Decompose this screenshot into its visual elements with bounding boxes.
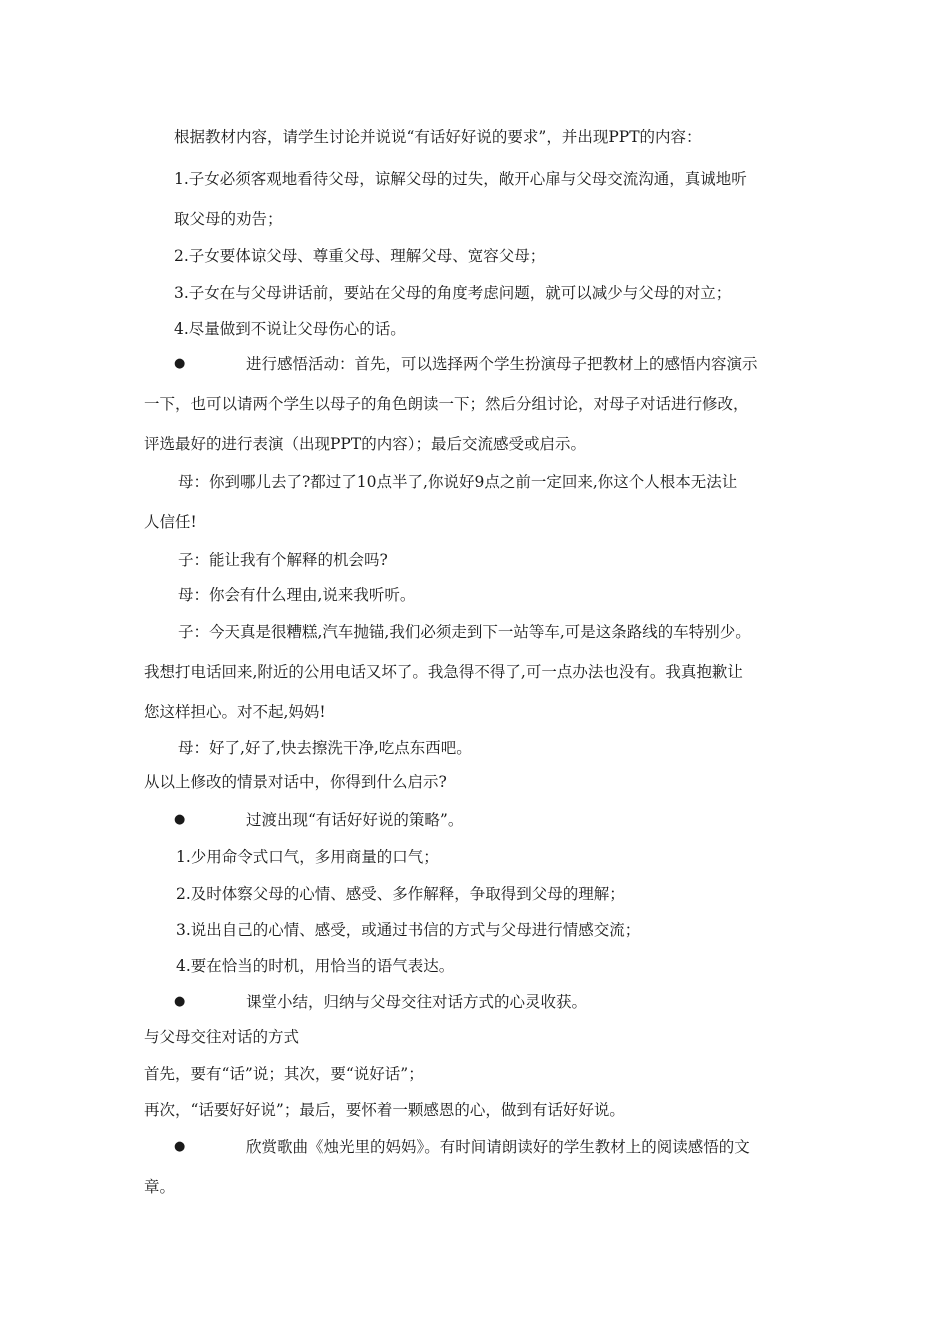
activity-line-1: 进行感悟活动：首先，可以选择两个学生扮演母子把教材上的感悟内容演示	[246, 355, 758, 373]
dialogue-mother-2: 母：你会有什么理由,说来我听听。	[178, 586, 416, 604]
dialogue-mother-1-line-2: 人信任!	[144, 513, 197, 531]
dialogue-son-2-line-3: 您这样担心。对不起,妈妈!	[144, 703, 326, 721]
song-line-1: 欣赏歌曲《烛光里的妈妈》。有时间请朗读好的学生教材上的阅读感悟的文	[246, 1138, 750, 1156]
requirement-1-line-2: 取父母的劝告；	[174, 210, 283, 228]
activity-line-3: 评选最好的进行表演（出现PPT的内容）；最后交流感受或启示。	[144, 435, 586, 453]
dialogue-mother-1-line-1: 母：你到哪儿去了?都过了10点半了,你说好9点之前一定回来,你这个人根本无法让	[178, 473, 738, 491]
method-line-1: 首先，要有“话”说；其次，要“说好话”；	[144, 1065, 424, 1083]
song-line-2: 章。	[144, 1178, 176, 1196]
strategy-4: 4.要在恰当的时机，用恰当的语气表达。	[176, 957, 455, 975]
dialogue-son-2-line-2: 我想打电话回来,附近的公用电话又坏了。我急得不得了,可一点办法也没有。我真抱歉让	[144, 663, 743, 681]
transition-text: 过渡出现“有话好好说的策略”。	[246, 811, 464, 829]
requirement-4: 4.尽量做到不说让父母伤心的话。	[174, 320, 406, 338]
strategy-1: 1.少用命令式口气，多用商量的口气；	[176, 848, 439, 866]
requirement-2: 2.子女要体谅父母、尊重父母、理解父母、宽容父母；	[174, 247, 546, 265]
requirement-1-line-1: 1.子女必须客观地看待父母，谅解父母的过失，敞开心扉与父母交流沟通，真诚地听	[174, 170, 747, 188]
bullet-icon: ●	[174, 1139, 186, 1154]
method-line-2: 再次，“话要好好说”；最后，要怀着一颗感恩的心，做到有话好好说。	[144, 1101, 625, 1119]
method-title: 与父母交往对话的方式	[144, 1028, 300, 1046]
bullet-icon: ●	[174, 356, 186, 371]
strategy-2: 2.及时体察父母的心情、感受、多作解释，争取得到父母的理解；	[176, 885, 625, 903]
dialogue-son-1: 子：能让我有个解释的机会吗?	[178, 551, 388, 569]
strategy-3: 3.说出自己的心情、感受，或通过书信的方式与父母进行情感交流；	[176, 921, 641, 939]
bullet-icon: ●	[174, 994, 186, 1009]
activity-line-2: 一下，也可以请两个学生以母子的角色朗读一下；然后分组讨论，对母子对话进行修改，	[144, 395, 749, 413]
reflection-question: 从以上修改的情景对话中，你得到什么启示?	[144, 773, 447, 791]
bullet-icon: ●	[174, 812, 186, 827]
dialogue-son-2-line-1: 子：今天真是很糟糕,汽车抛锚,我们必须走到下一站等车,可是这条路线的车特别少。	[178, 623, 751, 641]
intro-paragraph: 根据教材内容，请学生讨论并说说“有话好好说的要求”，并出现PPT的内容：	[174, 128, 702, 146]
summary-text: 课堂小结，归纳与父母交往对话方式的心灵收获。	[246, 993, 588, 1011]
requirement-3: 3.子女在与父母讲话前，要站在父母的角度考虑问题，就可以减少与父母的对立；	[174, 284, 732, 302]
dialogue-mother-3: 母：好了,好了,快去擦洗干净,吃点东西吧。	[178, 739, 472, 757]
